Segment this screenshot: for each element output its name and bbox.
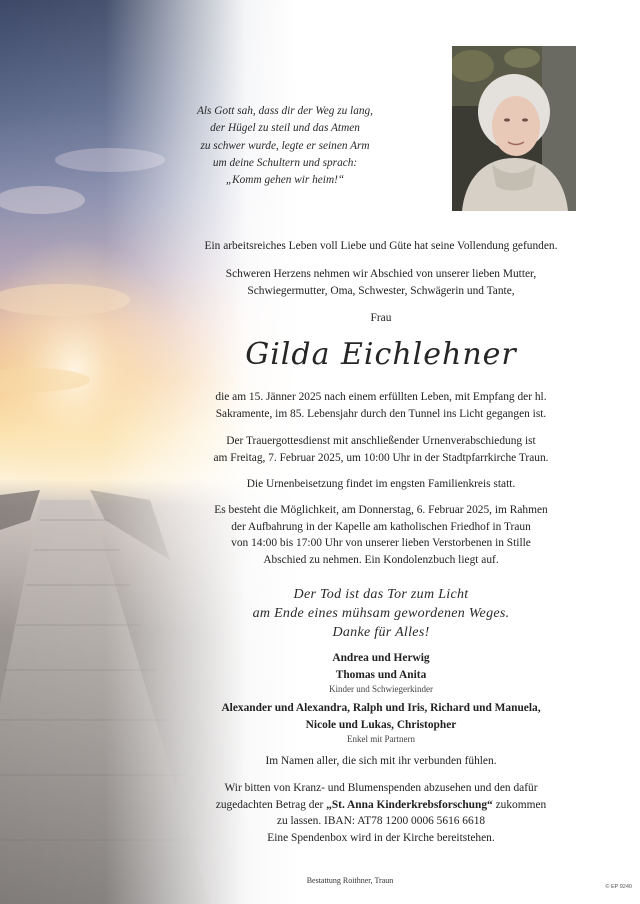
grandchildren-names: Alexander und Alexandra, Ralph und Iris, Richard und Manuela,	[221, 702, 541, 714]
grandchildren-caption: Enkel mit Partnern	[347, 734, 415, 745]
donation-line: Eine Spendenbox wird in der Kirche bereitstehen.	[267, 831, 495, 844]
poem-line: der Hügel zu steil und das Atmen	[210, 122, 360, 135]
motto	[168, 585, 594, 642]
farewell-line: Schweren Herzens nehmen wir Abschied von unserer lieben Mutter,	[225, 268, 537, 280]
viewing-line: von 14:00 bis 17:00 Uhr von unserer lieben Verstorbenen in Stille	[231, 537, 531, 550]
farewell-text	[168, 266, 594, 299]
poem-line: zu schwer wurde, legte er seinen Arm	[200, 139, 370, 152]
donation-line	[168, 797, 594, 814]
death-line: Sakramente, im 85. Lebensjahr durch den Tunnel ins Licht gegangen ist.	[215, 407, 547, 420]
donation-text: zugedachten Betrag der	[215, 798, 327, 811]
motto-line: Der Tod ist das Tor zum Licht	[293, 587, 469, 602]
motto-line: Danke für Alles!	[332, 625, 430, 640]
poem-line: „Komm gehen wir heim!“	[225, 174, 345, 187]
donation-text: zukommen	[492, 798, 547, 811]
service-line: am Freitag, 7. Februar 2025, um 10:00 Uhr in der Stadtpfarrkirche Traun.	[213, 451, 549, 464]
donation-line: Wir bitten von Kranz- und Blumenspenden abzusehen und den dafür	[224, 782, 538, 794]
death-notice	[168, 389, 594, 422]
service-line: Der Trauergottesdienst mit anschließender Urnenverabschiedung ist	[226, 435, 536, 447]
motto-line: am Ende eines mühsam gewordenen Weges.	[252, 606, 510, 621]
farewell-line: Schwiegermutter, Oma, Schwester, Schwägerin und Tante,	[247, 284, 515, 297]
portrait-photo	[452, 46, 576, 211]
donation-notice	[168, 780, 594, 846]
children-names: Thomas und Anita	[335, 668, 427, 681]
grandchildren-names: Nicole und Lukas, Christopher	[305, 718, 457, 731]
children-caption: Kinder und Schwiegerkinder	[329, 684, 433, 695]
donation-line: zu lassen. IBAN: AT78 1200 0006 5616 6618	[276, 815, 486, 828]
grandchildren-block	[168, 700, 594, 745]
funeral-home: Bestattung Roithner, Traun	[306, 876, 394, 885]
title-prefix: Frau	[370, 312, 392, 324]
viewing-notice	[168, 502, 594, 568]
viewing-line: Es besteht die Möglichkeit, am Donnerstag, 6. Februar 2025, im Rahmen	[214, 504, 548, 516]
deceased-name: Gilda Eichlehner	[245, 337, 517, 372]
poem-line: Als Gott sah, dass dir der Weg zu lang,	[197, 105, 373, 117]
closing-text: Im Namen aller, die sich mit ihr verbunden fühlen.	[265, 755, 497, 767]
opening-poem	[172, 103, 398, 189]
viewing-line: Abschied zu nehmen. Ein Kondolenzbuch liegt auf.	[263, 553, 499, 566]
print-code: © EP 9240	[605, 884, 632, 890]
burial-notice: Die Urnenbeisetzung findet im engsten Familienkreis statt.	[246, 478, 516, 490]
service-notice	[168, 433, 594, 466]
children-block	[168, 650, 594, 695]
children-names: Andrea und Herwig	[332, 652, 430, 664]
viewing-line: der Aufbahrung in der Kapelle am katholischen Friedhof in Traun	[231, 520, 531, 533]
intro-text: Ein arbeitsreiches Leben voll Liebe und Güte hat seine Vollendung gefunden.	[204, 240, 558, 252]
death-line: die am 15. Jänner 2025 nach einem erfüllten Leben, mit Empfang der hl.	[215, 391, 547, 403]
poem-line: um deine Schultern und sprach:	[212, 156, 358, 169]
charity-name: „St. Anna Kinderkrebsforschung“	[326, 798, 493, 811]
